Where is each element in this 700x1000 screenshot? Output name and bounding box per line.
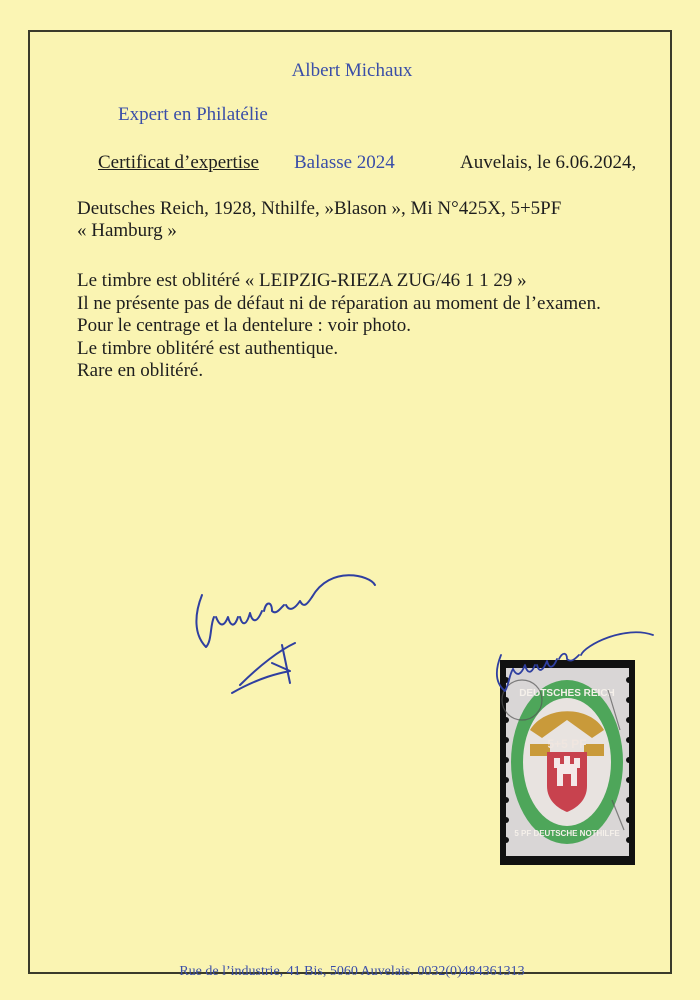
- certificate-reference: Balasse 2024: [294, 152, 395, 173]
- signature-on-stamp: [485, 615, 660, 705]
- statement-4: Le timbre oblitéré est authentique.: [77, 337, 339, 359]
- signature-main: [180, 555, 380, 705]
- certificate-label: Certificat d’expertise: [98, 152, 259, 173]
- footer-address: Rue de l’industrie, 41 Bis, 5060 Auvelais. 0032(0)484361313: [179, 964, 525, 979]
- statements: [77, 270, 601, 383]
- place-date: Auvelais, le 6.06.2024,: [460, 152, 637, 173]
- description-line-2: « Hamburg »: [77, 220, 177, 241]
- statement-3: Pour le centrage et la dentelure : voir photo.: [77, 315, 411, 336]
- stamp-top-text: DEUTSCHES REICH: [519, 688, 615, 699]
- expert-name: Albert Michaux: [291, 60, 413, 81]
- expert-title: Expert en Philatélie: [118, 104, 268, 125]
- description-line-1: Deutsches Reich, 1928, Nthilfe, »Blason », Mi N°425X, 5+5PF: [77, 198, 562, 219]
- stamp-value-text: 5+5 PF: [547, 737, 587, 751]
- statement-1: Le timbre est oblitéré « LEIPZIG-RIEZA ZUG/46 1 1 29 »: [77, 270, 527, 291]
- statement-5: Rare en oblitéré.: [77, 360, 204, 381]
- stamp-bottom-text: 5 PF DEUTSCHE NOTHILFE: [514, 829, 620, 838]
- stamp-description: [77, 198, 561, 242]
- statement-2: Il ne présente pas de défaut ni de réparation au moment de l’examen.: [77, 292, 601, 314]
